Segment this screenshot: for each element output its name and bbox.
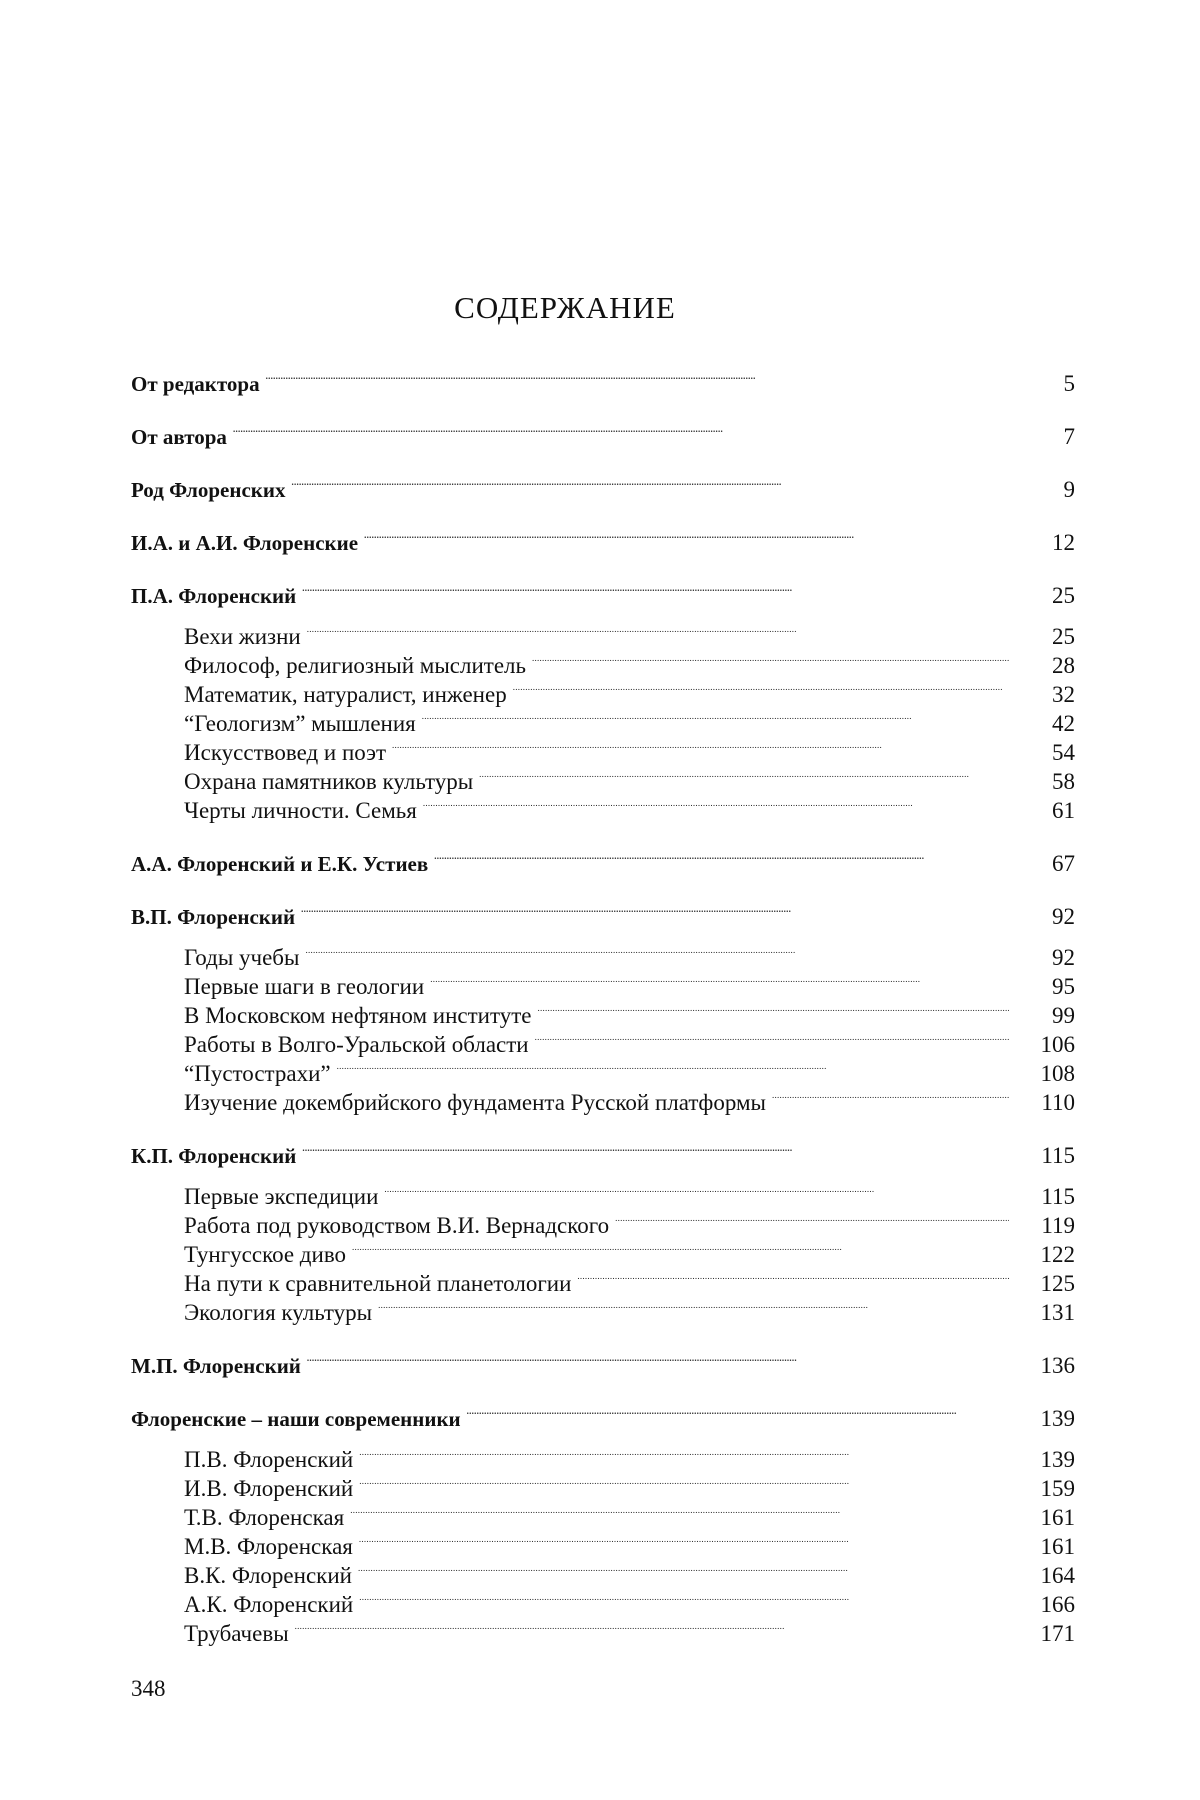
toc-chapter-title: К.П. Флоренский	[131, 1144, 297, 1168]
dot-leader	[307, 615, 1009, 644]
dot-leader	[532, 644, 1009, 673]
toc-page-number: 25	[1052, 624, 1075, 649]
dot-leader	[364, 521, 1009, 550]
toc-section	[131, 1344, 1075, 1378]
toc-section	[131, 574, 1075, 823]
toc-page-number: 164	[1040, 1563, 1075, 1588]
toc-chapter-title: От редактора	[131, 372, 260, 396]
toc-subsection-title: А.К. Флоренский	[184, 1592, 354, 1617]
toc-subsection-entry[interactable]	[131, 1175, 1075, 1209]
dot-leader	[423, 789, 1009, 818]
toc-subsection-list	[131, 1438, 1075, 1646]
dot-leader	[295, 1612, 1009, 1641]
toc-chapter-title: Род Флоренских	[131, 478, 286, 502]
dot-leader	[615, 1204, 1009, 1233]
toc-subsection-title: Охрана памятников культуры	[184, 769, 474, 794]
toc-subsection-title: Трубачевы	[184, 1621, 289, 1646]
toc-subsection-title: Работы в Волго-Уральской области	[184, 1032, 529, 1057]
toc-page-number: 106	[1040, 1032, 1075, 1057]
dot-leader	[305, 936, 1009, 965]
toc-chapter-title: От автора	[131, 425, 227, 449]
dot-leader	[359, 1467, 1009, 1496]
toc-subsection-entry[interactable]	[131, 615, 1075, 649]
toc-page-number: 159	[1040, 1476, 1075, 1501]
dot-leader	[422, 702, 1009, 731]
toc-page-number: 110	[1041, 1090, 1075, 1115]
toc-subsection-title: Философ, религиозный мыслитель	[184, 653, 527, 678]
dot-leader	[302, 1134, 1009, 1163]
dot-leader	[772, 1081, 1009, 1110]
toc-subsection-title: М.В. Флоренская	[184, 1534, 353, 1559]
dot-leader	[350, 1496, 1009, 1525]
toc-page-number: 139	[1040, 1406, 1075, 1431]
page-title: СОДЕРЖАНИЕ	[454, 290, 676, 325]
toc-chapter-title: А.А. Флоренский и Е.К. Устиев	[131, 852, 429, 876]
dot-leader	[577, 1262, 1009, 1291]
toc-page-number: 139	[1040, 1447, 1075, 1472]
dot-leader	[513, 673, 1009, 702]
dot-leader	[378, 1291, 1009, 1320]
toc-subsection-title: И.В. Флоренский	[184, 1476, 354, 1501]
toc-subsection-title: Работа под руководством В.И. Вернадского	[184, 1213, 610, 1238]
toc-page-number: 92	[1052, 945, 1075, 970]
toc-chapter-title: М.П. Флоренский	[131, 1354, 301, 1378]
toc-page-number: 42	[1052, 711, 1075, 736]
toc-subsection-title: Экология культуры	[184, 1300, 373, 1325]
toc-chapter-entry[interactable]	[131, 895, 1075, 929]
dot-leader	[359, 1583, 1009, 1612]
toc-chapter-entry[interactable]	[131, 415, 1075, 449]
toc-section	[131, 362, 1075, 396]
toc-page-number: 119	[1041, 1213, 1075, 1238]
toc-subsection-title: Первые шаги в геологии	[184, 974, 425, 999]
toc-chapter-title: Флоренские – наши современники	[131, 1407, 461, 1431]
dot-leader	[535, 1023, 1009, 1052]
toc-chapter-entry[interactable]	[131, 468, 1075, 502]
toc-page-number: 108	[1040, 1061, 1075, 1086]
toc-subsection-title: На пути к сравнительной планетологии	[184, 1271, 572, 1296]
toc-section	[131, 1397, 1075, 1646]
toc-subsection-title: Вехи жизни	[184, 624, 301, 649]
toc-subsection-title: “Геологизм” мышления	[184, 711, 416, 736]
toc-subsection-title: В.К. Флоренский	[184, 1563, 352, 1588]
dot-leader	[359, 1525, 1009, 1554]
toc-section	[131, 842, 1075, 876]
toc-page-number: 95	[1052, 974, 1075, 999]
table-of-contents	[131, 362, 1075, 1646]
dot-leader	[430, 965, 1009, 994]
toc-subsection-title: Математик, натуралист, инженер	[184, 682, 507, 707]
toc-chapter-title: В.П. Флоренский	[131, 905, 296, 929]
toc-subsection-title: В Московском нефтяном институте	[184, 1003, 532, 1028]
dot-leader	[301, 895, 1009, 924]
toc-subsection-list	[131, 936, 1075, 1115]
toc-subsection-title: “Пустострахи”	[184, 1061, 331, 1086]
toc-section	[131, 468, 1075, 502]
toc-subsection-title: Тунгусское диво	[184, 1242, 347, 1267]
toc-page-number: 58	[1052, 769, 1075, 794]
toc-page-number: 161	[1040, 1505, 1075, 1530]
dot-leader	[359, 1438, 1009, 1467]
toc-chapter-entry[interactable]	[131, 1397, 1075, 1431]
toc-page-number: 131	[1040, 1300, 1075, 1325]
toc-subsection-title: Первые экспедиции	[184, 1184, 379, 1209]
toc-chapter-entry[interactable]	[131, 521, 1075, 555]
dot-leader	[352, 1233, 1009, 1262]
toc-subsection-title: Искусствовед и поэт	[184, 740, 386, 765]
toc-chapter-entry[interactable]	[131, 1134, 1075, 1168]
toc-page-number: 7	[1063, 424, 1075, 449]
toc-page-number: 125	[1040, 1271, 1075, 1296]
dot-leader	[358, 1554, 1009, 1583]
toc-subsection-title: Изучение докембрийского фундамента Русской платформы	[184, 1090, 766, 1115]
toc-subsection-entry[interactable]	[131, 1438, 1075, 1472]
toc-page-number: 12	[1052, 530, 1075, 555]
dot-leader	[479, 760, 1009, 789]
toc-page-number: 122	[1040, 1242, 1075, 1267]
toc-page-number: 161	[1040, 1534, 1075, 1559]
toc-page-number: 5	[1063, 371, 1075, 396]
dot-leader	[434, 842, 1009, 871]
toc-subsection-list	[131, 615, 1075, 823]
toc-section	[131, 895, 1075, 1115]
toc-page-number: 166	[1040, 1592, 1075, 1617]
page-number: 348	[131, 1676, 166, 1701]
toc-chapter-title: П.А. Флоренский	[131, 584, 297, 608]
dot-leader	[307, 1344, 1009, 1373]
dot-leader	[392, 731, 1009, 760]
dot-leader	[233, 415, 1009, 444]
toc-chapter-entry[interactable]	[131, 362, 1075, 396]
toc-chapter-entry[interactable]	[131, 1344, 1075, 1378]
toc-subsection-title: Годы учебы	[184, 945, 300, 970]
toc-page-number: 61	[1052, 798, 1075, 823]
toc-page-number: 67	[1052, 851, 1075, 876]
dot-leader	[337, 1052, 1009, 1081]
toc-page-number: 136	[1040, 1353, 1075, 1378]
toc-page-number: 171	[1040, 1621, 1075, 1646]
toc-section	[131, 415, 1075, 449]
toc-subsection-entry[interactable]	[131, 936, 1075, 970]
toc-chapter-entry[interactable]	[131, 574, 1075, 608]
toc-page-number: 25	[1052, 583, 1075, 608]
toc-chapter-title: И.А. и А.И. Флоренские	[131, 531, 359, 555]
dot-leader	[537, 994, 1009, 1023]
toc-page-number: 92	[1052, 904, 1075, 929]
toc-section	[131, 521, 1075, 555]
toc-section	[131, 1134, 1075, 1325]
toc-subsection-title: Черты личности. Семья	[184, 798, 417, 823]
toc-page-number: 54	[1052, 740, 1075, 765]
dot-leader	[467, 1397, 1009, 1426]
toc-subsection-list	[131, 1175, 1075, 1325]
toc-page-number: 115	[1041, 1143, 1075, 1168]
toc-page-number: 99	[1052, 1003, 1075, 1028]
dot-leader	[266, 362, 1009, 391]
toc-chapter-entry[interactable]	[131, 842, 1075, 876]
toc-page-number: 32	[1052, 682, 1075, 707]
toc-subsection-title: П.В. Флоренский	[184, 1447, 354, 1472]
toc-page-number: 115	[1041, 1184, 1075, 1209]
dot-leader	[291, 468, 1009, 497]
dot-leader	[384, 1175, 1009, 1204]
toc-page-number: 28	[1052, 653, 1075, 678]
toc-page-number: 9	[1063, 477, 1075, 502]
dot-leader	[302, 574, 1009, 603]
toc-subsection-title: Т.В. Флоренская	[184, 1505, 345, 1530]
